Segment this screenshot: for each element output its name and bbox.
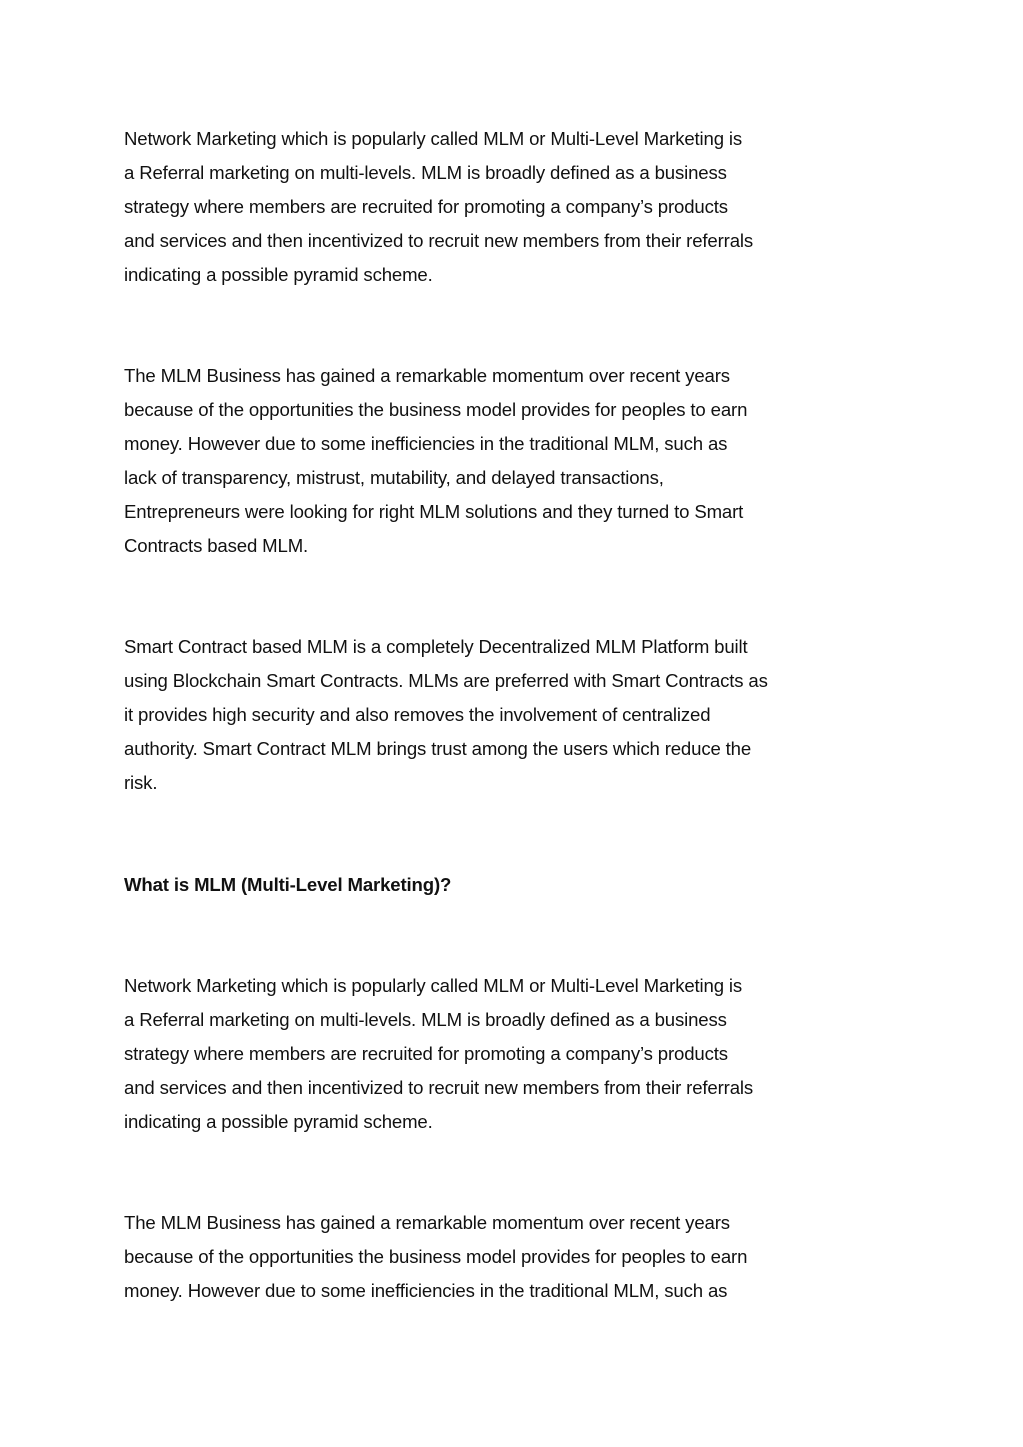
paragraph-2-line-2: because of the opportunities the business model provides for peoples to earn	[124, 399, 748, 420]
paragraph-4-line-5: indicating a possible pyramid scheme.	[124, 1111, 433, 1132]
paragraph-3-line-1: Smart Contract based MLM is a completely Decentralized MLM Platform built	[124, 636, 748, 657]
paragraph-5-line-2: because of the opportunities the business model provides for peoples to earn	[124, 1246, 748, 1267]
paragraph-3-line-4: authority. Smart Contract MLM brings trust among the users which reduce the	[124, 738, 752, 759]
paragraph-2-line-4: lack of transparency, mistrust, mutability, and delayed transactions,	[124, 467, 664, 488]
paragraph-3-line-3: it provides high security and also removes the involvement of centralized	[124, 704, 711, 725]
paragraph-1-line-4: and services and then incentivized to recruit new members from their referrals	[124, 230, 754, 251]
paragraph-1-line-3: strategy where members are recruited for promoting a company’s products	[124, 196, 728, 217]
paragraph-2-line-5: Entrepreneurs were looking for right MLM solutions and they turned to Smart	[124, 501, 744, 522]
paragraph-2-line-3: money. However due to some inefficiencies in the traditional MLM, such as	[124, 433, 728, 454]
paragraph-5-line-3: money. However due to some inefficiencies in the traditional MLM, such as	[124, 1280, 728, 1301]
paragraph-2-line-6: Contracts based MLM.	[124, 535, 309, 556]
paragraph-4-line-4: and services and then incentivized to recruit new members from their referrals	[124, 1077, 754, 1098]
paragraph-2-line-1: The MLM Business has gained a remarkable momentum over recent years	[124, 365, 730, 386]
section-heading: What is MLM (Multi-Level Marketing)?	[124, 874, 452, 895]
paragraph-4-line-2: a Referral marketing on multi-levels. MLM is broadly defined as a business	[124, 1009, 727, 1030]
paragraph-4-line-3: strategy where members are recruited for promoting a company’s products	[124, 1043, 728, 1064]
paragraph-1-line-2: a Referral marketing on multi-levels. MLM is broadly defined as a business	[124, 162, 727, 183]
paragraph-3-line-2: using Blockchain Smart Contracts. MLMs are preferred with Smart Contracts as	[124, 670, 768, 691]
paragraph-5-line-1: The MLM Business has gained a remarkable momentum over recent years	[124, 1212, 730, 1233]
paragraph-3-line-5: risk.	[124, 772, 158, 793]
paragraph-4-line-1: Network Marketing which is popularly called MLM or Multi-Level Marketing is	[124, 975, 743, 996]
paragraph-1-line-5: indicating a possible pyramid scheme.	[124, 264, 433, 285]
paragraph-1-line-1: Network Marketing which is popularly called MLM or Multi-Level Marketing is	[124, 128, 743, 149]
